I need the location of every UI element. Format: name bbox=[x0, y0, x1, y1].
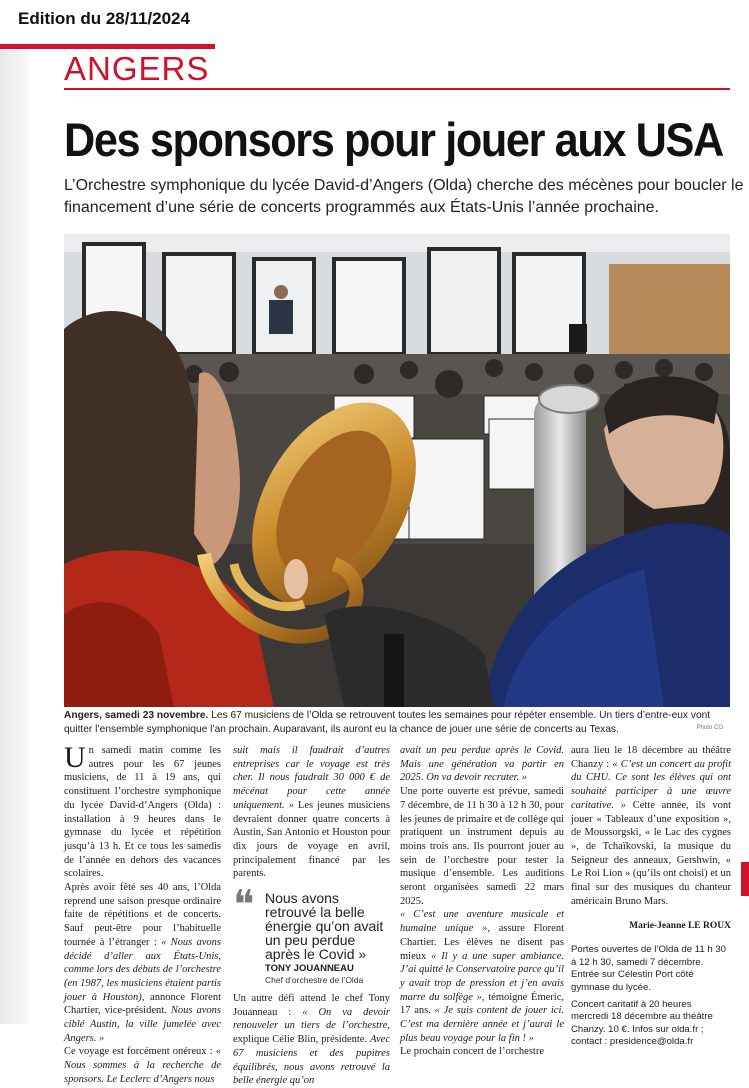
page-gutter bbox=[0, 49, 28, 1024]
article-column-1 bbox=[64, 741, 221, 1085]
col2-paragraph-2b: , explique Célie Blin, présidente. bbox=[233, 1020, 390, 1046]
col3-paragraph-2: Une porte ouverte est prévue, samedi 7 décembre, de 11 h 30 à 12 h 30, pour les jeunes de primaire et de collège qui pratiquent un instrument depuis au moins trois ans. Ils pourront jouer au sein de l’orchestre pour tester la musique d’ensemble. Les auditions seront organisées samedi 22 mars 2025. bbox=[400, 786, 564, 907]
col3-quote-3: « Il y a une super ambiance. J’ai quitté le Conservatoire parce qu’il y avait trop de pression et j’en avais marre du solfège » bbox=[400, 950, 564, 1003]
col2-paragraph-1: Les jeunes musiciens devraient donner quatre concerts à Austin, San Antonio et Houston pour dix jours de voyage en avril, principalement financé par les parents. bbox=[233, 799, 390, 880]
standfirst: L’Orchestre symphonique du lycée David-d’Angers (Olda) cherche des mécènes pour boucler le financement d’une série de concerts programmés aux États-Unis l’année prochaine. bbox=[64, 177, 744, 216]
caption-text: Les 67 musiciens de l’Olda se retrouvent toutes les semaines pour répéter ensemble. Un tiers d’entre-eux vont quitter l’ensemble symphonique l’an prochain. Auparavant, ils auront eu la chance de jouer une série de concerts au Texas. bbox=[64, 710, 711, 735]
edition-bar bbox=[0, 0, 749, 44]
col1-paragraph-1: n samedi matin comme les autres pour les 67 jeunes musiciens, de 11 à 19 ans, qui constituent l’orchestre symphonique du lycée David-d’Angers (Olda) : installation à 9 heures dans le gymnase du lycée et répétition jusqu’à 13 h. Et ce tous les samedis de l’année en dehors des vacances scolaires. bbox=[64, 745, 221, 880]
section-title: ANGERS bbox=[64, 50, 210, 87]
edition-date: Edition du 28/11/2024 bbox=[18, 9, 190, 28]
col2-quote-1: suit mais il faudrait d’autres entreprises car le voyage est très cher. Il nous faudrait 30 000 € de mécénat pour cette année uniquement. » bbox=[233, 745, 390, 811]
col3-quote-1: avait un peu perdue après le Covid. Mais une génération va partir en 2025. On va devoir recruter. » bbox=[400, 745, 564, 784]
orchestra-photo-illustration bbox=[64, 234, 730, 707]
col4-paragraph-1: aura lieu le 18 décembre au théâtre Chanzy : bbox=[571, 745, 731, 770]
next-page-edge bbox=[741, 862, 749, 896]
info-open-day: Portes ouvertes de l’Olda de 11 h 30 à 12 h 30, samedi 7 décembre. Entrée sur Célestin Port côté gymnase du lycée. bbox=[571, 944, 727, 993]
caption-lead: Angers, samedi 23 novembre. bbox=[64, 710, 209, 721]
pull-quote bbox=[233, 882, 390, 986]
col2-quote-2: « On va devoir renouveler un tiers de l’orchestre bbox=[233, 1006, 390, 1032]
pull-quote-text: Nous avons retrouvé la belle énergie qu’on avait un peu perdue après le Covid » bbox=[265, 890, 384, 963]
col1-quote-1: « Nous avons décidé d’aller aux États-Unis, comme lors des débuts de l’orchestre (en 1987, les musiciens étaient partis jouer à Houston) bbox=[64, 936, 221, 1003]
pull-quote-author: TONY JOUANNEAU bbox=[265, 963, 354, 975]
drop-cap: U bbox=[64, 741, 86, 774]
info-concert: Concert caritatif à 20 heures mercredi 18 décembre au théâtre Chanzy. 10 €. Infos sur olda.fr ; contact : presidence@olda.fr bbox=[571, 998, 713, 1048]
article-column-3 bbox=[400, 744, 564, 1058]
col1-quote-3: « Nous sommes à la recherche de sponsors. Le Leclerc d’Angers nous bbox=[64, 1046, 221, 1085]
section-rule bbox=[64, 88, 730, 90]
col3-paragraph-3: , assure Florent Chartier. Les élèves ne disent pas mieux bbox=[400, 923, 564, 962]
author-signature: Marie-Jeanne LE ROUX bbox=[629, 921, 731, 932]
article-column-4 bbox=[571, 744, 731, 1048]
pull-quote-role: Chef d’orchestre de l’Olda bbox=[265, 975, 364, 986]
col3-paragraph-4: Le prochain concert de l’orchestre bbox=[400, 1046, 545, 1058]
col1-paragraph-2b: , annonce Florent Chartier, vice-président. bbox=[64, 991, 221, 1017]
headline: Des sponsors pour jouer aux USA bbox=[64, 113, 723, 166]
col3-quote-4: « Je suis content de jouer ici. C’est ma dernière année et j’aurai le plus beau voyage pour la fin ! » bbox=[400, 1005, 564, 1044]
col2-quote-3: Avec 67 musiciens et des pupitres équilibrés, nous avons retrouvé la belle énergie qu’on bbox=[233, 1034, 390, 1087]
col4-quote-1: « C’est un concert au profit du CHU. Ce sont les élèves qui ont souhaité participer à une œuvre caritative. » bbox=[571, 758, 731, 811]
article-photo bbox=[64, 234, 730, 707]
col3-paragraph-3b: , témoigne Émeric, 17 ans. bbox=[400, 991, 564, 1017]
article-column-2 bbox=[233, 744, 390, 1087]
col1-paragraph-2: Après avoir fêté ses 40 ans, l’Olda reprend une saison presque ordinaire faite de répétitions et de concerts. Sauf peut-être pour l’habituelle tournée à l’étranger : bbox=[64, 882, 221, 948]
quote-mark-icon: ❝ bbox=[233, 882, 255, 928]
photo-caption bbox=[64, 709, 734, 737]
info-box bbox=[571, 944, 731, 1049]
col1-paragraph-3: Ce voyage est forcément onéreux : bbox=[64, 1046, 216, 1058]
col3-quote-2: « C’est une aventure musicale et humaine unique » bbox=[400, 909, 564, 935]
col4-paragraph-1b: Cette année, ils vont jouer « Tableaux d’une exposition », de Moussorgski, « le Lac des cygnes », de Tchaïkovski, la musique du Seigneur des anneaux, Gershwin, « Le Roi Lion » (qu’ils ont choisi) et un final sur des musiques du chanteur américain Bruno Mars. bbox=[571, 799, 731, 907]
photo-credit: Photo CO bbox=[696, 725, 723, 731]
col2-paragraph-2: Un autre défi attend le chef Tony Jouanneau : bbox=[233, 993, 390, 1018]
col1-quote-2: Nous avons ciblé Austin, la ville jumelée avec Angers. » bbox=[64, 1005, 221, 1044]
